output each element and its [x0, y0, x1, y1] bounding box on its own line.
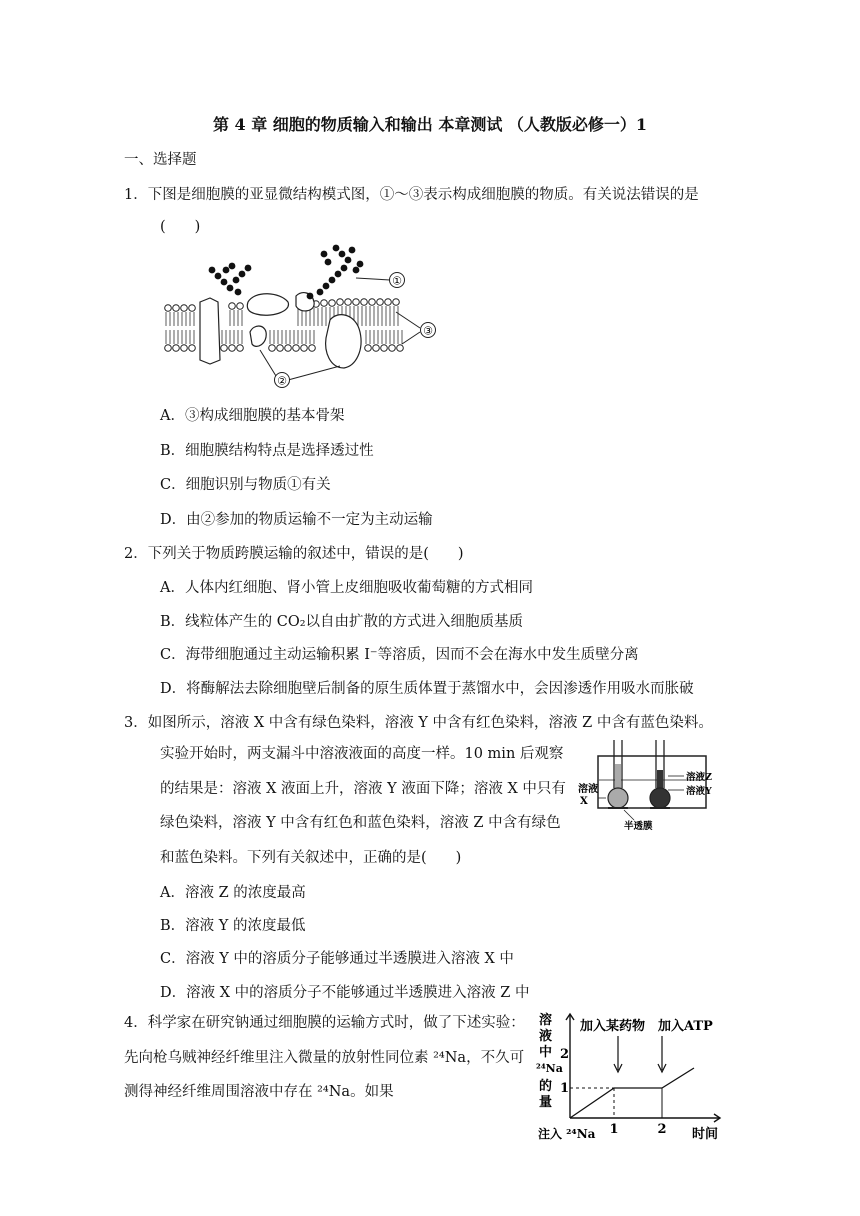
page-title: 第 4 章 细胞的物质输入和输出 本章测试 （人教版必修一）1: [212, 115, 648, 134]
x-tick-1: 1: [609, 1122, 619, 1137]
y-label-1: 液: [539, 1029, 553, 1044]
y-label-0: 溶: [539, 1013, 553, 1028]
y-label-2: 中: [539, 1045, 553, 1060]
label-3: ③: [423, 324, 433, 338]
q1-option-c: C．细胞识别与物质①有关: [160, 477, 331, 493]
annotation-atp: 加入ATP: [658, 1019, 713, 1034]
annotation-drug: 加入某药物: [580, 1019, 646, 1034]
label-solution-z: 溶液Z: [686, 772, 712, 783]
label-2: ②: [277, 374, 287, 388]
q3-option-a: A．溶液 Z 的浓度最高: [160, 885, 306, 901]
q2-option-c: C．海带细胞通过主动运输积累 I⁻等溶质，因而不会在海水中发生质壁分离: [160, 647, 639, 663]
cell-membrane-figure: [160, 240, 440, 392]
q3-option-c: C．溶液 Y 中的溶质分子能够通过半透膜进入溶液 X 中: [160, 951, 514, 967]
q3-option-b: B．溶液 Y 的浓度最低: [160, 918, 306, 934]
y-label-3: ²⁴Na: [536, 1062, 563, 1075]
q3-stem-rest: 实验开始时，两支漏斗中溶液液面的高度一样。10 min 后观察的结果是：溶液 X 液面上升，溶液 Y 液面下降；溶液 X 中只有绿色染料，溶液 Y 中含有红色和蓝色染料，溶液 Z 中含有绿色和蓝色染料。下列有关叙述中，正确的是( ): [160, 746, 566, 866]
q2-option-b: B．线粒体产生的 CO₂以自由扩散的方式进入细胞质基质: [160, 614, 524, 630]
q1-option-a: A．③构成细胞膜的基本骨架: [160, 408, 345, 424]
q1-stem: 1．下图是细胞膜的亚显微结构模式图，①～③表示构成细胞膜的物质。有关说法错误的是: [124, 187, 699, 203]
label-membrane: 半透膜: [624, 821, 653, 832]
q1-option-d: D．由②参加的物质运输不一定为主动运输: [160, 512, 433, 528]
q1-paren: ( ): [160, 219, 201, 235]
label-solution-y: 溶液Y: [686, 786, 712, 797]
origin-label: 注入 ²⁴Na: [538, 1127, 596, 1141]
section-heading: 一、选择题: [124, 152, 197, 168]
y-tick-2: 2: [560, 1047, 570, 1062]
q2-stem: 2．下列关于物质跨膜运输的叙述中，错误的是( ): [124, 546, 464, 562]
label-solution-x2: X: [580, 796, 588, 807]
label-1: ①: [392, 274, 402, 288]
osmosis-figure: [576, 736, 732, 832]
q4-stem: 4．科学家在研究钠通过细胞膜的运输方式时，做了下述实验：先向枪乌贼神经纤维里注入微量的放射性同位素 ²⁴Na，不久可测得神经纤维周围溶液中存在 ²⁴Na。如果: [124, 1015, 525, 1100]
y-label-4: 的: [539, 1079, 553, 1094]
y-tick-1: 1: [560, 1081, 570, 1096]
q2-option-d: D．将酶解法去除细胞壁后制备的原生质体置于蒸馏水中，会因渗透作用吸水而胀破: [160, 681, 694, 697]
x-tick-2: 2: [657, 1122, 667, 1137]
q3-option-d: D．溶液 X 中的溶质分子不能够通过半透膜进入溶液 Z 中: [160, 985, 530, 1001]
q2-option-a: A．人体内红细胞、肾小管上皮细胞吸收葡萄糖的方式相同: [160, 580, 533, 596]
sodium-graph: [536, 1010, 728, 1146]
q1-option-b: B．细胞膜结构特点是选择透过性: [160, 443, 374, 459]
q3-stem-first: 3．如图所示，溶液 X 中含有绿色染料，溶液 Y 中含有红色染料，溶液 Z 中含有蓝色染料。: [124, 715, 713, 731]
label-solution-x: 溶液: [578, 784, 598, 795]
x-axis-label: 时间: [692, 1127, 719, 1142]
y-label-5: 量: [539, 1095, 553, 1110]
